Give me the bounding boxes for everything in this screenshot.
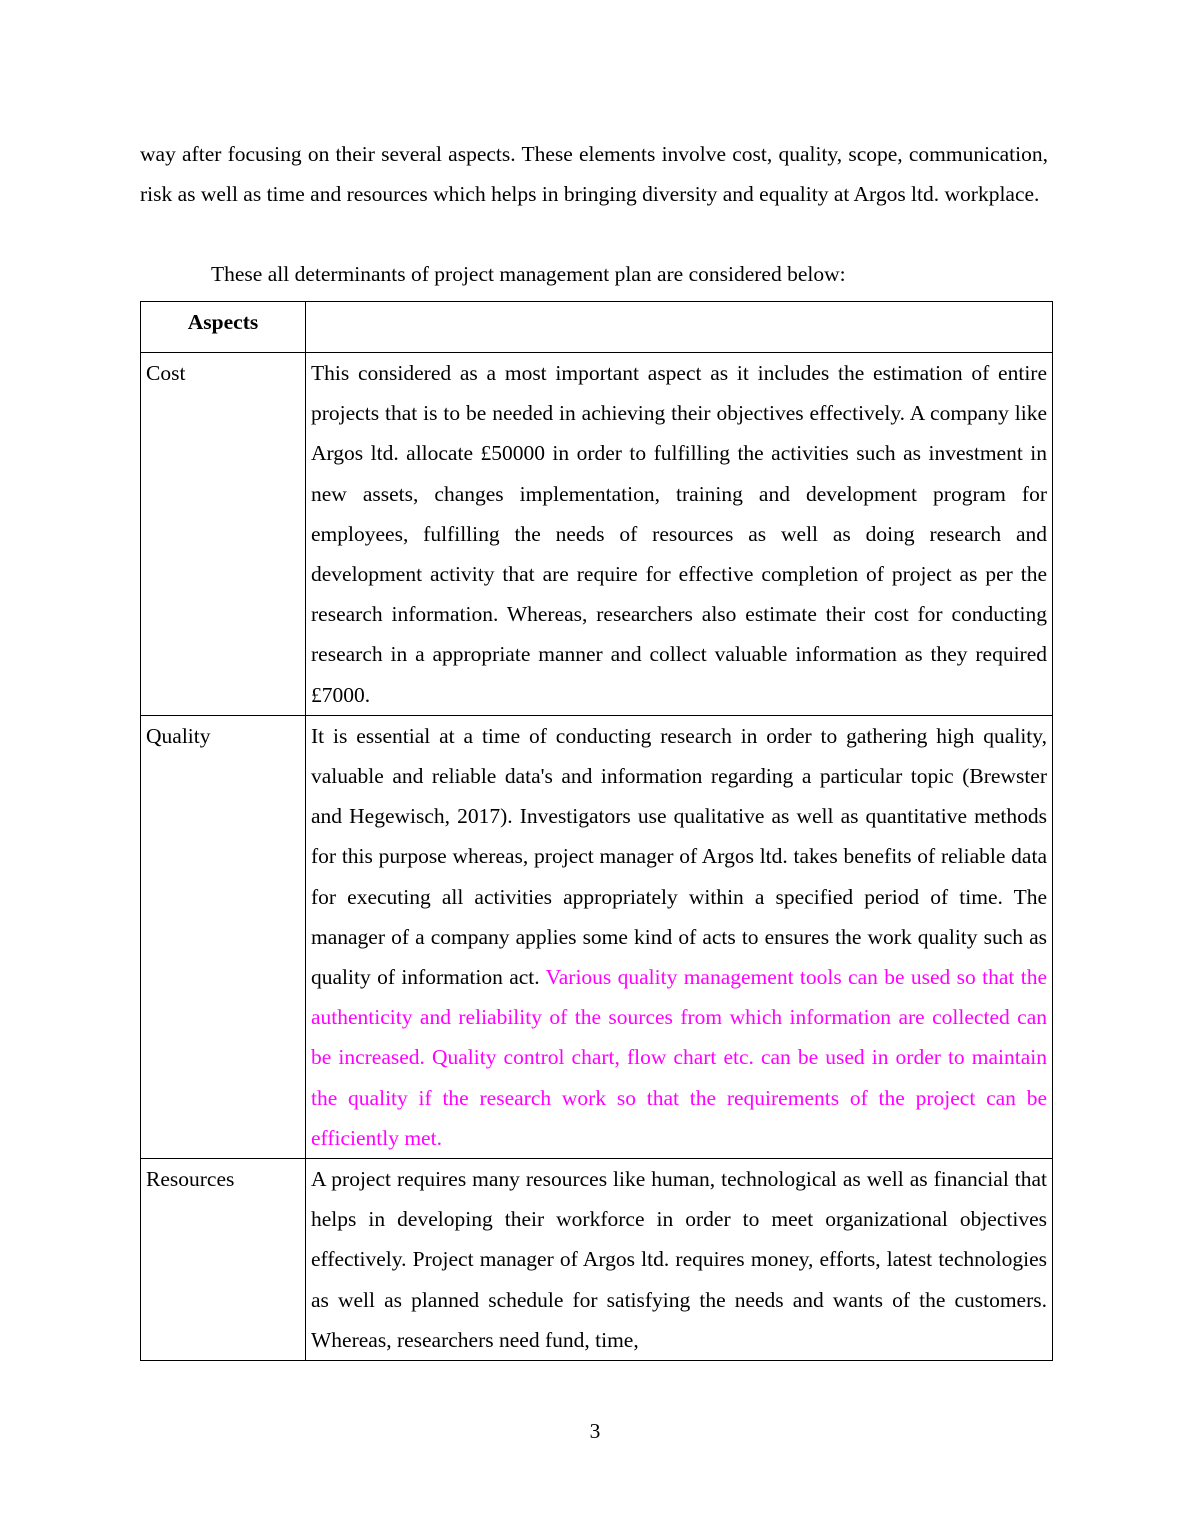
body-paragraph: way after focusing on their several aspects. These elements involve cost, quality, scope, communication, risk as well as time and resources which helps in bringing diversity and equality at Argos ltd. workplace.: [140, 142, 1048, 207]
aspect-name-cost: Cost: [141, 353, 306, 716]
page-number: 3: [589, 1419, 601, 1443]
table-row-cost: [141, 353, 1053, 716]
aspect-text-quality: [306, 715, 1053, 1158]
header-aspects: Aspects: [141, 302, 306, 353]
table-row-quality: [141, 715, 1053, 1158]
aspect-text-resources: A project requires many resources like human, technological as well as financial that helps in developing their workforce in order to meet organizational objectives effectively. Project manager of Argos ltd. requires money, efforts, latest technologies as well as planned schedule for satisfying the needs and wants of the customers. Whereas, researchers need fund, time,: [306, 1159, 1053, 1361]
table-row-resources: [141, 1159, 1053, 1361]
aspect-text-cost: This considered as a most important aspect as it includes the estimation of entire projects that is to be needed in achieving their objectives effectively. A company like Argos ltd. allocate £50000 in order to fulfilling the activities such as investment in new assets, changes implementation, training and development program for employees, fulfilling the needs of resources as well as doing research and development activity that are require for effective completion of project as per the research information. Whereas, researchers also estimate their cost for conducting research in a appropriate manner and collect valuable information as they required £7000.: [306, 353, 1053, 716]
quality-text-plain: It is essential at a time of conducting research in order to gathering high quality, valuable and reliable data's and information regarding a particular topic (Brewster and Hegewisch, 2017). Investigators use qualitative as well as quantitative methods for this purpose whereas, project manager of Argos ltd. takes benefits of reliable data for executing all activities appropriately within a specified period of time. The manager of a company applies some kind of acts to ensures the work quality such as quality of information act.: [311, 723, 1047, 990]
table-intro-paragraph: These all determinants of project management plan are considered below:: [211, 262, 846, 286]
aspects-table: [140, 301, 1053, 1361]
aspect-name-resources: Resources: [141, 1159, 306, 1361]
table-header-row: [141, 302, 1053, 353]
aspect-name-quality: Quality: [141, 715, 306, 1158]
header-description: [306, 302, 1053, 353]
quality-text-highlighted: Various quality management tools can be used so that the authenticity and reliability of the sources from which information are collected can be increased. Quality control chart, flow chart etc. can be used in order to maintain the quality if the research work so that the requirements of the project can be efficiently met.: [311, 965, 1047, 1150]
